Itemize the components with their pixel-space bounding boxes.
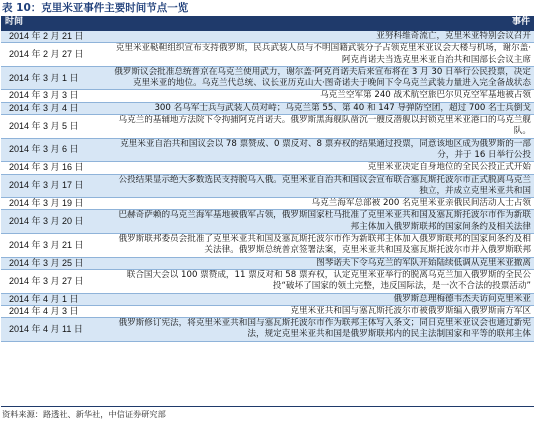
header-event: 事件: [107, 16, 534, 30]
row-date: 2014 年 3 月 6 日: [1, 138, 107, 162]
row-date: 2014 年 3 月 4 日: [1, 102, 107, 114]
row-event: 克里米亚鞑靼组织宣布支持俄罗斯，民兵武装人员与不明国籍武装分子占领克里米亚议会大楼与机场，谢尔盖·阿克肖诺夫当选克里米亚自治共和国部长会议主席: [107, 43, 534, 67]
row-date: 2014 年 3 月 16 日: [1, 162, 107, 174]
header-date: 时间: [1, 16, 107, 30]
row-event: 俄罗斯修订宪法，将克里米亚共和国与塞瓦斯托波尔市作为联邦主体写入条文；同日克里米亚议会也通过新宪法，规定克里米亚共和国是俄罗斯联邦内的民主法制国家和平等的联邦主体: [107, 318, 534, 342]
table-row: [1, 198, 534, 210]
table-row: [1, 90, 534, 102]
row-date: 2014 年 4 月 11 日: [1, 318, 107, 342]
row-event: 公投结果显示绝大多数选民支持脱乌入俄。克里米亚自治共和国议会宣布联合塞瓦斯托波尔市正式脱离乌克兰独立，并成立克里米亚共和国: [107, 174, 534, 198]
row-event: 300 名乌军士兵与武装人员对峙；乌克兰第 55、第 40 和 147 导弹防空团，超过 700 名士兵倒戈: [107, 102, 534, 114]
row-event: 乌克兰海军总部被 200 名克里米亚亲俄民间活动人士占领: [107, 198, 534, 210]
table-row: [1, 162, 534, 174]
row-date: 2014 年 4 月 1 日: [1, 293, 107, 305]
row-date: 2014 年 3 月 27 日: [1, 269, 107, 293]
row-date: 2014 年 3 月 25 日: [1, 257, 107, 269]
table-row: [1, 138, 534, 162]
table-row: [1, 174, 534, 198]
row-event: 克里米亚共和国与塞瓦斯托波尔市被俄罗斯编入俄罗斯南方军区: [107, 305, 534, 317]
row-date: 2014 年 3 月 20 日: [1, 210, 107, 234]
row-date: 2014 年 3 月 5 日: [1, 115, 107, 139]
row-event: 乌克兰空军第 240 战术航空旅巴尔贝克空军基地被占领: [107, 90, 534, 102]
table-row: [1, 305, 534, 317]
table-row: [1, 30, 534, 43]
row-date: 2014 年 3 月 17 日: [1, 174, 107, 198]
row-event: 俄罗斯总理梅德韦杰夫访问克里米亚: [107, 293, 534, 305]
bottom-rule: [1, 406, 534, 407]
table-row: [1, 234, 534, 258]
row-event: 克里米亚自治共和国议会以 78 票赞成、0 票反对、8 票弃权的结果通过投票，同意该地区成为俄罗斯的一部分，并于 16 日举行公投: [107, 138, 534, 162]
row-event: 乌克兰的基辅地方法院下令拘捕阿克肖诺夫。俄罗斯黑海舰队凿沉一艘反潜舰以封锁克里米亚港口的乌克兰舰队。: [107, 115, 534, 139]
table-row: [1, 115, 534, 139]
table-row: [1, 257, 534, 269]
source-note: 资料来源：路透社、新华社，中信证券研究部: [2, 409, 166, 419]
table-title: 表 10：克里米亚事件主要时间节点一览: [2, 2, 189, 14]
events-table-container: [1, 16, 534, 342]
row-event: 联合国大会以 100 票赞成，11 票反对和 58 票弃权，认定克里米亚举行的脱离乌克兰加入俄罗斯的全民公投“破坏了国家的领土完整，违反国际法，是一次不合法的投票活动”: [107, 269, 534, 293]
table-row: [1, 269, 534, 293]
row-event: 亚努科维奇流亡，克里米亚特别会议召开: [107, 30, 534, 43]
table-header-row: [1, 16, 534, 30]
table-row: [1, 210, 534, 234]
row-event: 图琴诺夫下令乌克兰的军队开始陆续低调从克里米亚撤离: [107, 257, 534, 269]
row-date: 2014 年 2 月 27 日: [1, 43, 107, 67]
row-date: 2014 年 3 月 1 日: [1, 66, 107, 90]
row-date: 2014 年 3 月 19 日: [1, 198, 107, 210]
table-row: [1, 318, 534, 342]
row-event: 克里米亚决定自身地位的全民公投正式开始: [107, 162, 534, 174]
table-row: [1, 293, 534, 305]
table-row: [1, 102, 534, 114]
row-event: 俄罗斯议会批准总统普京在乌克兰使用武力，谢尔盖·阿克肖诺夫后来宣布将在 3 月 30 日举行公民投票，决定克里米亚的地位。乌克兰代总统、议长亚历克山大·图奇诺夫于晚间下令乌克兰武装力量进入完全备战状态: [107, 66, 534, 90]
row-date: 2014 年 2 月 21 日: [1, 30, 107, 43]
table-row: [1, 43, 534, 67]
table-row: [1, 66, 534, 90]
row-event: 巴赫奇萨赖的乌克兰海军基地被俄军占领，俄罗斯国家杜马批准了克里米亚共和国及塞瓦斯托波尔市作为新联邦主体加入俄罗斯联邦的国家间条约及相关法律: [107, 210, 534, 234]
row-date: 2014 年 4 月 3 日: [1, 305, 107, 317]
row-date: 2014 年 3 月 3 日: [1, 90, 107, 102]
row-date: 2014 年 3 月 21 日: [1, 234, 107, 258]
row-event: 俄罗斯联邦委员会批准了克里米亚共和国及塞瓦斯托波尔市作为新联邦主体加入俄罗斯联邦的国家间条约及相关法律。俄罗斯总统普京签署法案，克里米亚共和国及塞瓦斯托波尔市并入俄罗斯联邦: [107, 234, 534, 258]
events-table: [1, 16, 534, 342]
